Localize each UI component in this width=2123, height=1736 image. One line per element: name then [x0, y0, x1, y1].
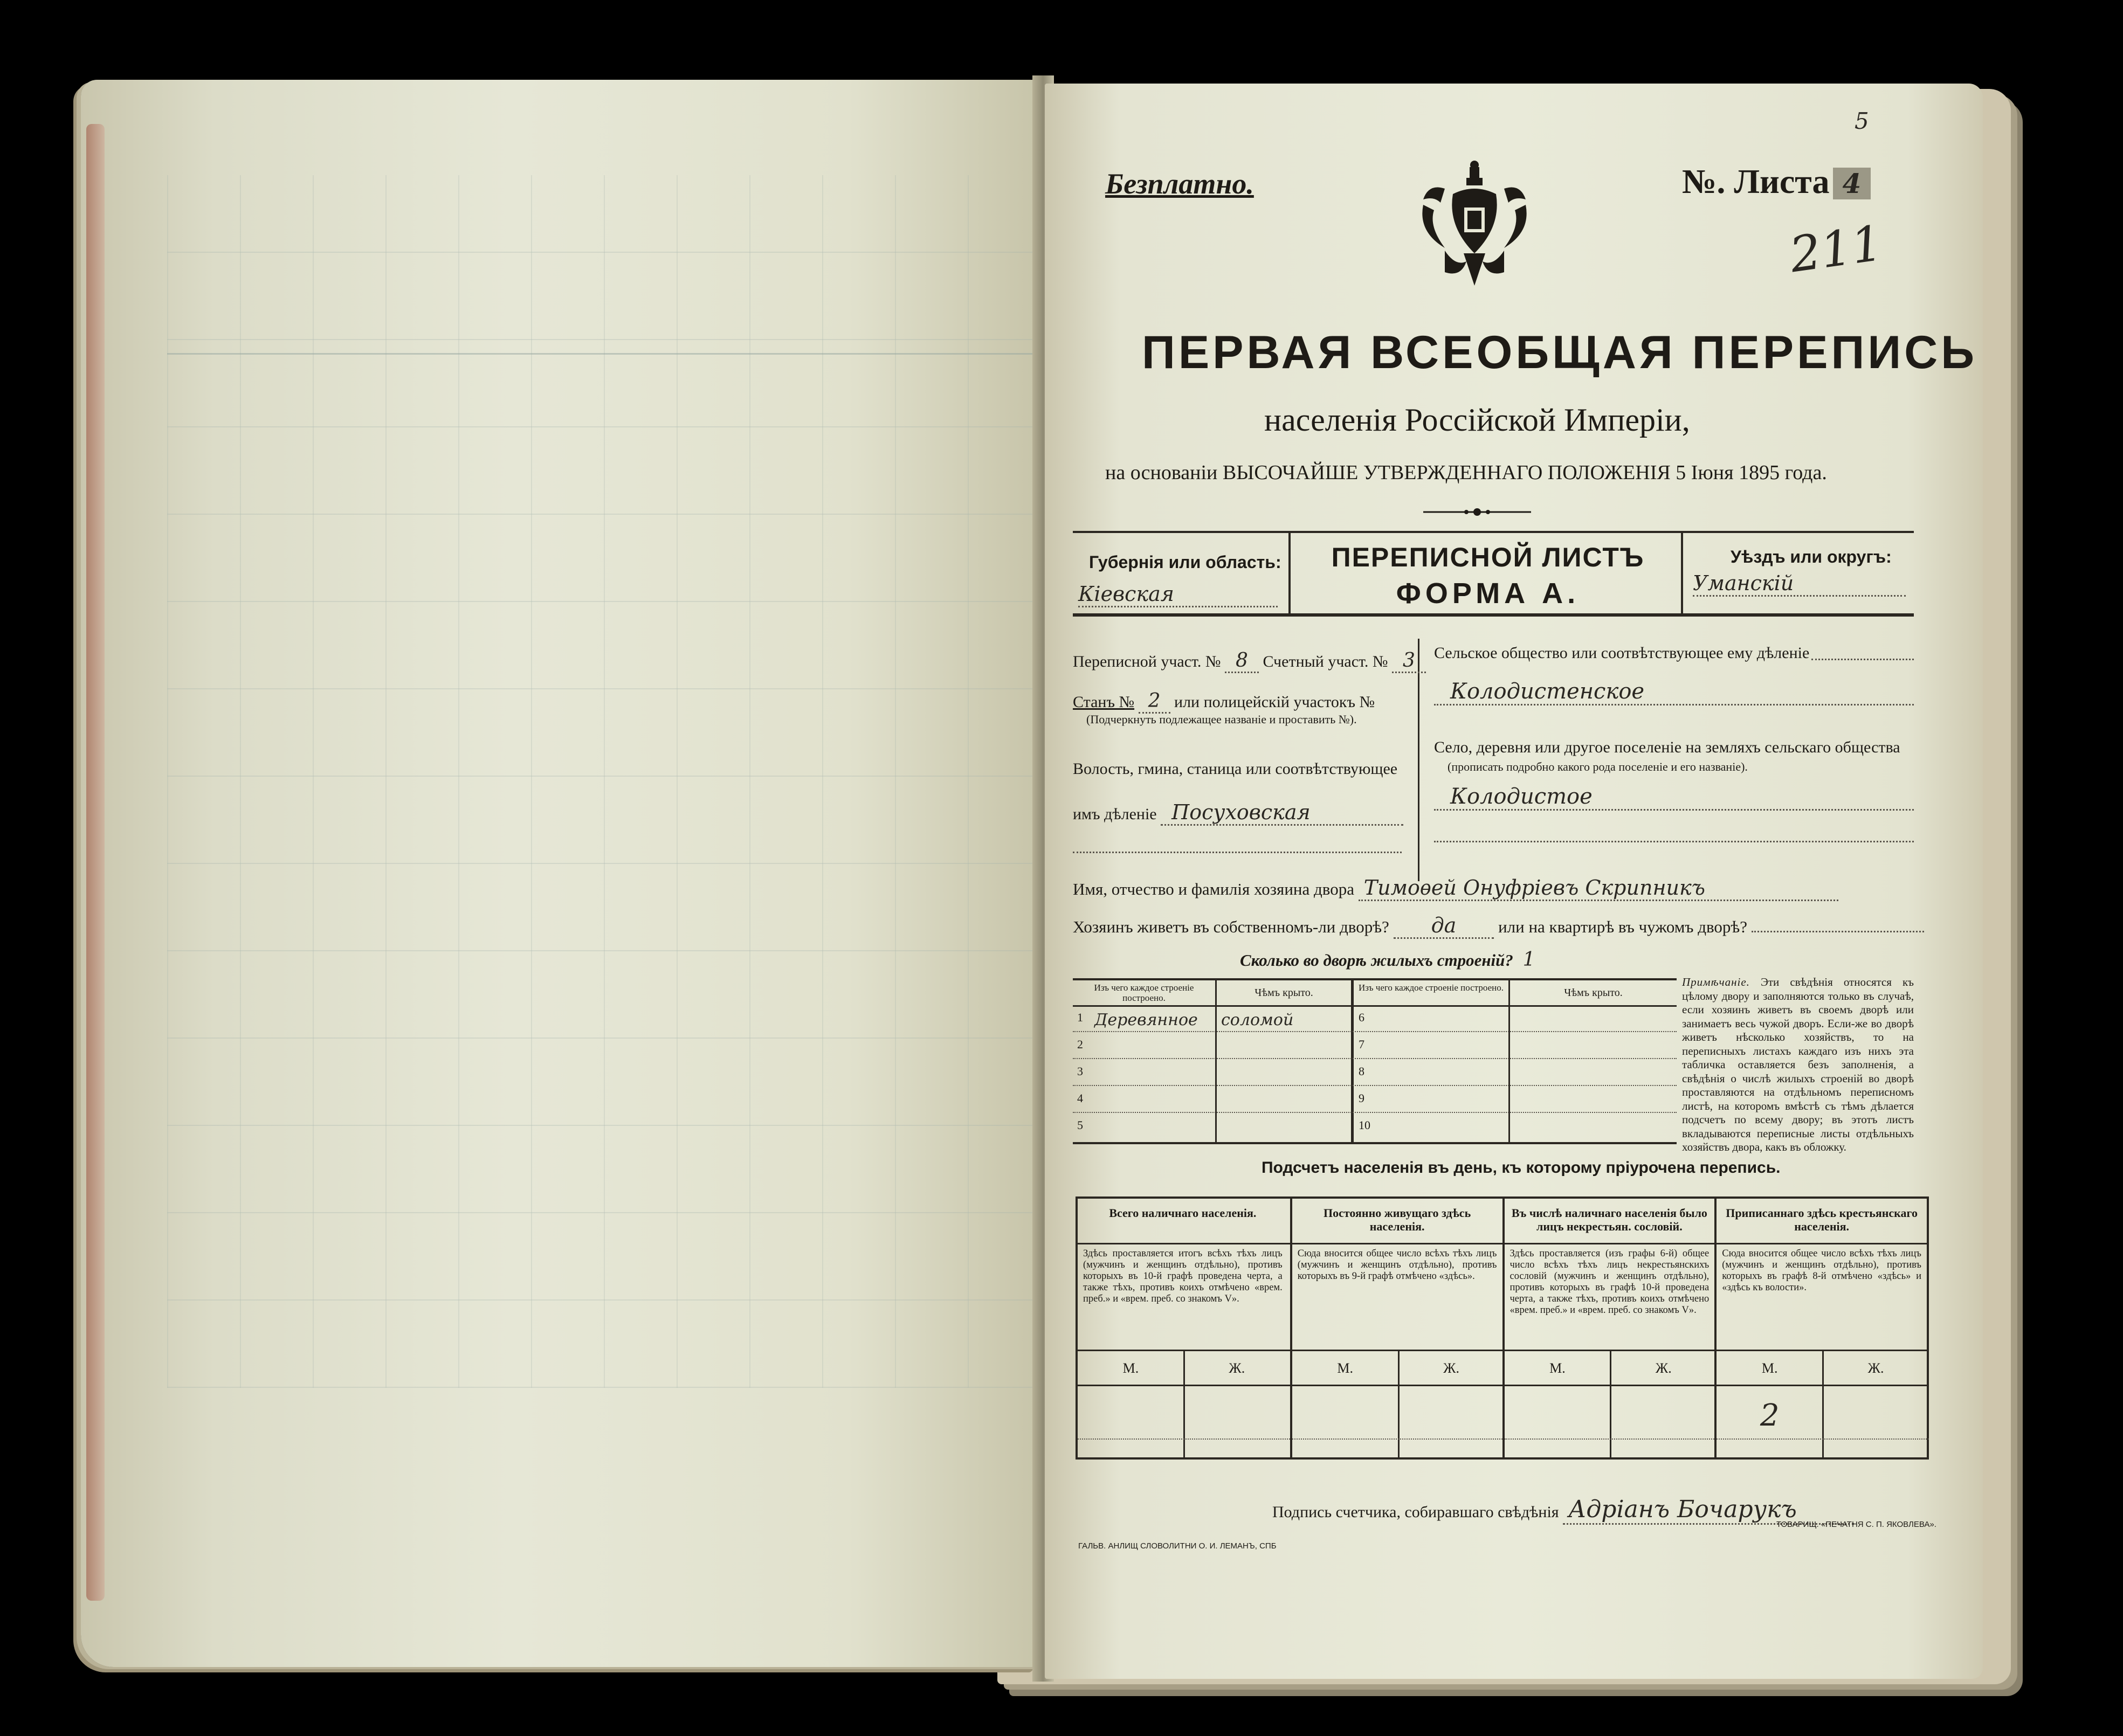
population-f-label: Ж.	[1655, 1360, 1672, 1376]
row-number: 7	[1359, 1038, 1364, 1051]
row-number: 1	[1077, 1011, 1083, 1024]
buildings-row	[1073, 1032, 1677, 1059]
buildings-row	[1073, 1113, 1677, 1140]
buildings-count-row: Сколько во дворѣ жилыхъ строеній? 1	[1240, 949, 1541, 971]
census-basis: на основаніи ВЫСОЧАЙШЕ УТВЕРЖДЕННАГО ПОЛОЖЕНІЯ 5 Іюня 1895 года.	[1105, 461, 1827, 484]
stan-value: 2	[1139, 690, 1170, 714]
free-label: Безплатно.	[1105, 168, 1254, 200]
archive-stamp-number: 211	[1786, 215, 1886, 284]
population-m-label: М.	[1337, 1360, 1353, 1376]
building-roof: соломой	[1221, 1011, 1294, 1029]
building-material: Деревянное	[1094, 1011, 1198, 1029]
ornament-divider	[1423, 504, 1531, 520]
row-number: 10	[1359, 1118, 1370, 1132]
village-instruction: (прописать подробно какого рода поселеніе и его названіе).	[1448, 760, 1748, 773]
buildings-col-roof-2: Чѣмъ крыто.	[1564, 987, 1623, 999]
region-top-rule	[1073, 531, 1914, 533]
row-number: 3	[1077, 1064, 1083, 1078]
population-m-label: М.	[1549, 1360, 1566, 1376]
row-number: 5	[1077, 1118, 1083, 1132]
district-instruction: (Подчеркнуть подлежащее названіе и проставить №).	[1086, 713, 1357, 726]
population-f-label: Ж.	[1443, 1360, 1459, 1376]
sheet-number-value: 4	[1833, 168, 1871, 199]
society-value: Колодистенское	[1434, 679, 1914, 706]
buildings-row	[1073, 1086, 1677, 1113]
population-column-description: Сюда вносится общее число всѣхъ тѣхъ лицъ (мужчинъ и женщинъ отдѣльно), противъ которыхъ въ 9-й графѣ отмѣчено «здѣсь».	[1297, 1248, 1497, 1282]
village-label: Село, деревня или другое поселеніе на земляхъ сельскаго общества	[1434, 738, 1900, 756]
society-label: Сельское общество или соотвѣтствующее ему дѣленіе	[1434, 644, 1810, 662]
population-column-description: Здѣсь проставляется (изъ графы 6-й) общее число всѣхъ тѣхъ лицъ некрестьянскихъ сословій (мужчинъ и женщинъ отдѣльно), противъ которыхъ въ графѣ 10-й проведена черта, а также тѣхъ, противъ коихъ отмѣчено «врем. преб.» и «врем. преб. со знакомъ V».	[1509, 1248, 1710, 1316]
population-column-title: Всего наличнаго населенія.	[1109, 1206, 1257, 1220]
count-area-value: 3	[1392, 649, 1426, 673]
volost-label: Волость, гмина, станица или соотвѣтствующее	[1073, 760, 1398, 778]
census-area-row: Переписной участ. № 8 Счетный участ. № 3	[1073, 649, 1426, 672]
population-column-description: Сюда вносится общее число всѣхъ тѣхъ лицъ (мужчинъ и женщинъ отдѣльно), противъ которыхъ въ графѣ 8-й отмѣчено «здѣсь» и «здѣсь къ волости».	[1722, 1248, 1921, 1293]
population-m-label: М.	[1122, 1360, 1139, 1376]
own-yard-value: да	[1394, 914, 1494, 939]
gubernia-value: Кіевская	[1078, 582, 1278, 607]
bleed-through-grid	[167, 175, 1040, 1388]
district-divider	[1418, 639, 1419, 881]
buildings-note: Примѣчаніе. Эти свѣдѣнія относятся къ цѣлому двору и заполняются только въ случаѣ, если хозяинъ живетъ въ своемъ дворѣ или занимаетъ весь чужой дворъ. Если-же во дворѣ живетъ нѣсколько хозяйствъ, то на переписныхъ листахъ каждаго изъ нихъ эта табличка оставляется безъ заполненія, а свѣдѣнія о числѣ жилыхъ строеній во дворѣ проставляются на отдѣльномъ переписномъ листѣ, на которомъ вмѣстѣ съ тѣмъ дѣлается подсчетъ по всему двору; въ этотъ листъ вкладываются переписные листы отдѣльныхъ хозяйствъ двора, какъ въ обложку.	[1682, 976, 1914, 1153]
form-title: ПЕРЕПИСНОЙ ЛИСТЪ	[1331, 542, 1645, 572]
bleed-through-header	[167, 175, 1040, 355]
enumerator-signature: Адріанъ Бочарукъ	[1563, 1496, 1854, 1525]
region-bottom-rule	[1073, 613, 1914, 617]
page-number: 5	[1855, 108, 1869, 134]
population-f-label: Ж.	[1229, 1360, 1245, 1376]
volost-value: Посуховская	[1161, 800, 1403, 826]
population-column-title: Постоянно живущаго здѣсь населенія.	[1324, 1206, 1471, 1233]
row-number: 8	[1359, 1064, 1364, 1078]
village-value: Колодистое	[1434, 784, 1914, 811]
population-column-title: Приписаннаго здѣсь крестьянскаго населенія.	[1726, 1206, 1918, 1233]
stan-row: Станъ № 2 или полицейскій участокъ №	[1073, 690, 1375, 712]
row-number: 6	[1359, 1011, 1364, 1024]
signature-row: Подпись счетчика, собиравшаго свѣдѣнія Адріанъ Бочарукъ	[1272, 1496, 1854, 1525]
buildings-col-roof: Чѣмъ крыто.	[1254, 987, 1313, 999]
volost-label-2: имъ дѣленіе Посуховская	[1073, 800, 1403, 826]
population-column-description: Здѣсь проставляется итогъ всѣхъ тѣхъ лицъ (мужчинъ и женщинъ отдѣльно), противъ которыхъ въ 10-й графѣ проведена черта, а также тѣхъ, противъ коихъ отмѣчено «врем. преб.» и «врем. преб. со знакомъ V».	[1083, 1248, 1283, 1304]
gubernia-label: Губернія или область:	[1089, 552, 1281, 572]
double-headed-eagle-emblem	[1412, 156, 1536, 296]
population-column	[1714, 1199, 1927, 1457]
uezd-value: Уманскій	[1693, 571, 1906, 597]
printer-imprint-right: ТОВАРИЩ. «ПЕЧАТНЯ С. П. ЯКОВЛЕВА».	[1776, 1520, 1936, 1529]
buildings-col-material-2: Изъ чего каждое строеніе построено.	[1359, 983, 1504, 993]
row-number: 2	[1077, 1038, 1083, 1051]
population-m-label: М.	[1761, 1360, 1778, 1376]
row-number: 4	[1077, 1091, 1083, 1105]
row-number: 9	[1359, 1091, 1364, 1105]
left-page-edge	[86, 124, 105, 1601]
census-subtitle: населенія Россійской Имперіи,	[1264, 402, 1690, 438]
buildings-row	[1073, 1005, 1677, 1032]
buildings-row	[1073, 1059, 1677, 1086]
census-area-value: 8	[1225, 649, 1259, 673]
population-column	[1502, 1199, 1715, 1457]
uezd-label: Уѣздъ или округъ:	[1731, 547, 1892, 566]
census-title: ПЕРВАЯ ВСЕОБЩАЯ ПЕРЕПИСЬ	[1142, 327, 1978, 378]
buildings-table	[1073, 978, 1677, 1144]
owner-row: Имя, отчество и фамилія хозяина двора Тимоѳей Онуфріевъ Скрипникъ	[1073, 876, 1838, 901]
owner-value: Тимоѳей Онуфріевъ Скрипникъ	[1359, 876, 1838, 901]
population-column	[1078, 1199, 1290, 1457]
population-male-count: 2	[1760, 1398, 1780, 1433]
population-heading: Подсчетъ населенія въ день, къ которому пріурочена перепись.	[1262, 1159, 1781, 1177]
population-column	[1290, 1199, 1502, 1457]
buildings-col-material: Изъ чего каждое строеніе построено.	[1094, 983, 1194, 1003]
own-yard-row: Хозяинъ живетъ въ собственномъ-ли дворѣ? да или на квартирѣ въ чужомъ дворѣ?	[1073, 914, 1924, 937]
form-letter: ФОРМА А.	[1396, 577, 1580, 610]
population-f-label: Ж.	[1867, 1360, 1884, 1376]
population-table	[1076, 1196, 1929, 1460]
buildings-count-value: 1	[1522, 949, 1535, 971]
printer-imprint-left: ГАЛЬВ. АНЛИЩ СЛОВОЛИТНИ О. И. ЛЕМАНЪ, СПБ	[1078, 1541, 1277, 1551]
population-column-title: Въ числѣ наличнаго населенія было лицъ некрестьян. сословій.	[1511, 1206, 1707, 1233]
sheet-number-label: №. Листа 4	[1682, 162, 1871, 202]
